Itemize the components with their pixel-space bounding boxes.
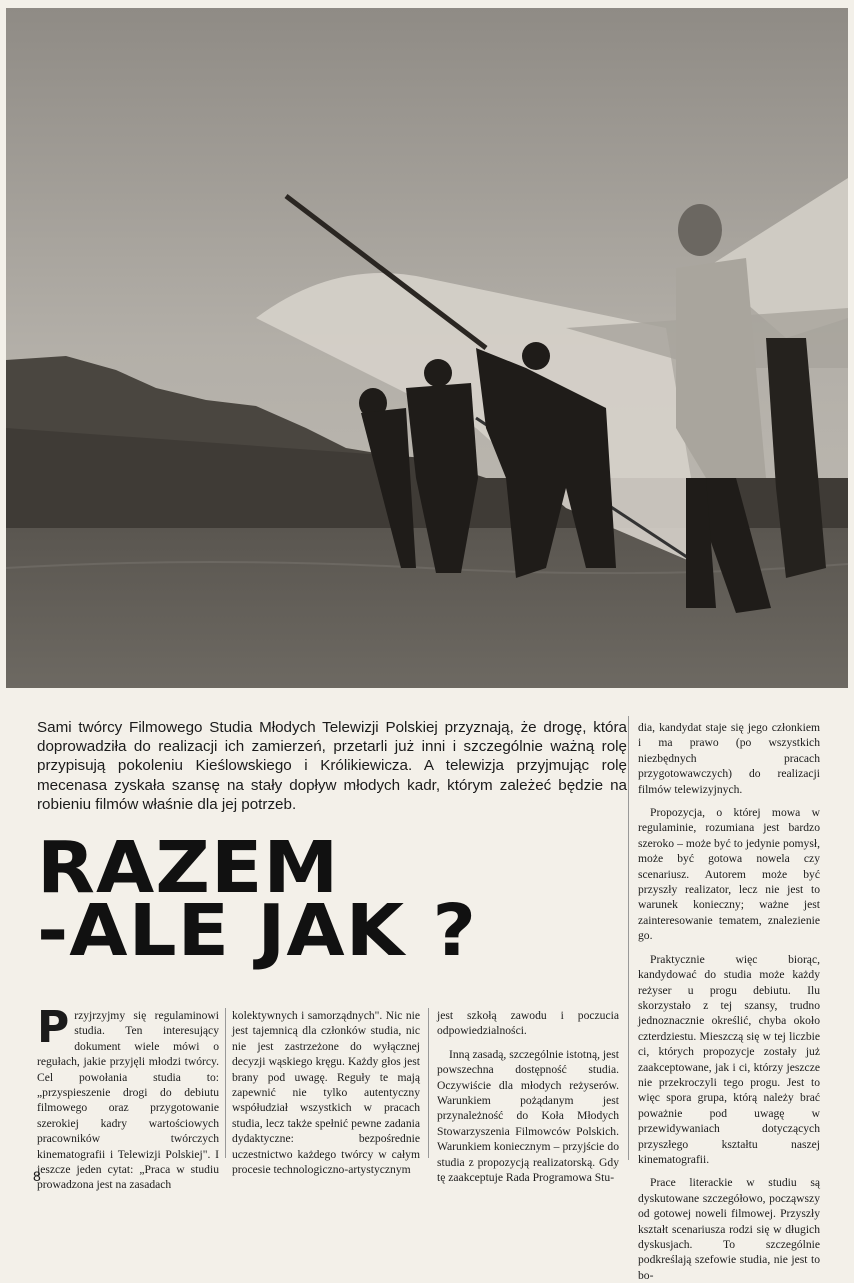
drop-cap: P — [37, 1002, 70, 1053]
headline-line-1: RAZEM — [37, 826, 340, 909]
paragraph: jest szkołą zawodu i poczucia odpowiedzialności. — [437, 1009, 619, 1038]
paragraph: kolektywnych i samorządnych". Nic nie jest tajemnicą dla członków studia, nic nie jest zastrzeżone do wyłącznej decyzji wąskiego kręgu. Każdy głos jest brany pod uwagę. Reguły te mają zapewnić nie tylko autentyczny współudział wszystkich w pracach studia, lecz także spełnić pewne zadania dydaktyczne: bezpośrednie uczestnictwo każdego twórcy w całym procesie technologiczno-artystycznym — [232, 1009, 420, 1177]
lead-paragraph: Sami twórcy Filmowego Studia Młodych Telewizji Polskiej przyznają, że drogę, która doprowadziła do realizacji ich zamierzeń, przetarli już inni i szczególnie ważną rolę przypisują pokoleniu Kieślowskiego i Królikiewicza. A telewizja przyjmując rolę mecenasa zyskała szansę na stały dopływ młodych kadr, którym zależeć będzie na robieniu filmów właśnie dla jej potrzeb. — [37, 719, 627, 813]
column-divider — [628, 716, 629, 1160]
paragraph: Propozycja, o której mowa w regulaminie, rozumiana jest bardzo szeroko – może być to jedynie pomysł, może być gotowa nowela czy scenariusz. Autorem może być przyszły realizator, lecz nie jest to warunek konieczny; ważne jest zainteresowanie tematem, znalezienie go. — [638, 806, 820, 943]
paragraph — [37, 1002, 219, 1193]
headline-line-2: -ALE JAK ? — [37, 889, 478, 972]
paragraph: Inną zasadą, szczególnie istotną, jest powszechna dostępność studia. Oczywiście dla młodych reżyserów. Warunkiem pożądanym jest przynależność do Koła Młodych Stowarzyszenia Filmowców Polskich. Warunkiem koniecznym – przyjście do studia z propozycją realizatorską. Gdy tę zaakceptuje Rada Programowa Stu- — [437, 1047, 619, 1185]
page-number: 8 — [33, 1168, 41, 1184]
column-divider — [225, 1008, 226, 1158]
column-divider — [428, 1008, 429, 1158]
paragraph: Praktycznie więc biorąc, kandydować do studia może każdy reżyser u progu debiutu. Ilu skorzystało z tej szansy, trudno jednoznacznie określić, chyba około czterdziestu. Mieszczą się w tej liczbie ci, których propozycje zostały już zaakceptowane, jak i ci, którzy jeszcze nie przekroczyli tego progu. Jest to więc spora grupa, którą należy brać poważnie pod uwagę w przewidywaniach dotyczących przyszłego kształtu naszej kinematografii. — [638, 952, 820, 1166]
article-column-2 — [232, 1008, 420, 1177]
headline — [37, 826, 673, 972]
photo-image — [6, 8, 848, 688]
paragraph: dia, kandydat staje się jego członkiem i ma prawo (po wszystkich niezbędnych pracach przygotowawczych) do realizacji filmów telewizyjnych. — [638, 721, 820, 796]
article-column-4 — [638, 720, 820, 1282]
article-column-1 — [37, 1002, 219, 1192]
paragraph: Prace literackie w studiu są dyskutowane szczegółowo, począwszy od gotowej noweli filmowej. Przyszły kształt scenariusza rodzi się w długich dyskusjach. To szczególnie podkreślają szefowie studia, nie jest to bo- — [638, 1176, 820, 1282]
article-column-3 — [437, 1008, 619, 1185]
photo-hang-glider — [6, 8, 848, 688]
paragraph-text: rzyjrzyjmy się regulaminowi studia. Ten interesujący dokument wiele mówi o regułach, jakie przyjęli młodzi twórcy. Cel powołania studia to: „przyspieszenie drogi do debiutu filmowego oraz przygotowanie szerokiej kadry wartościowych pracowników twórczych kinematografii i Telewizji Polskiej". I jeszcze jeden cytat: „Praca w studiu prowadzona jest na zasadach — [37, 1009, 219, 1192]
